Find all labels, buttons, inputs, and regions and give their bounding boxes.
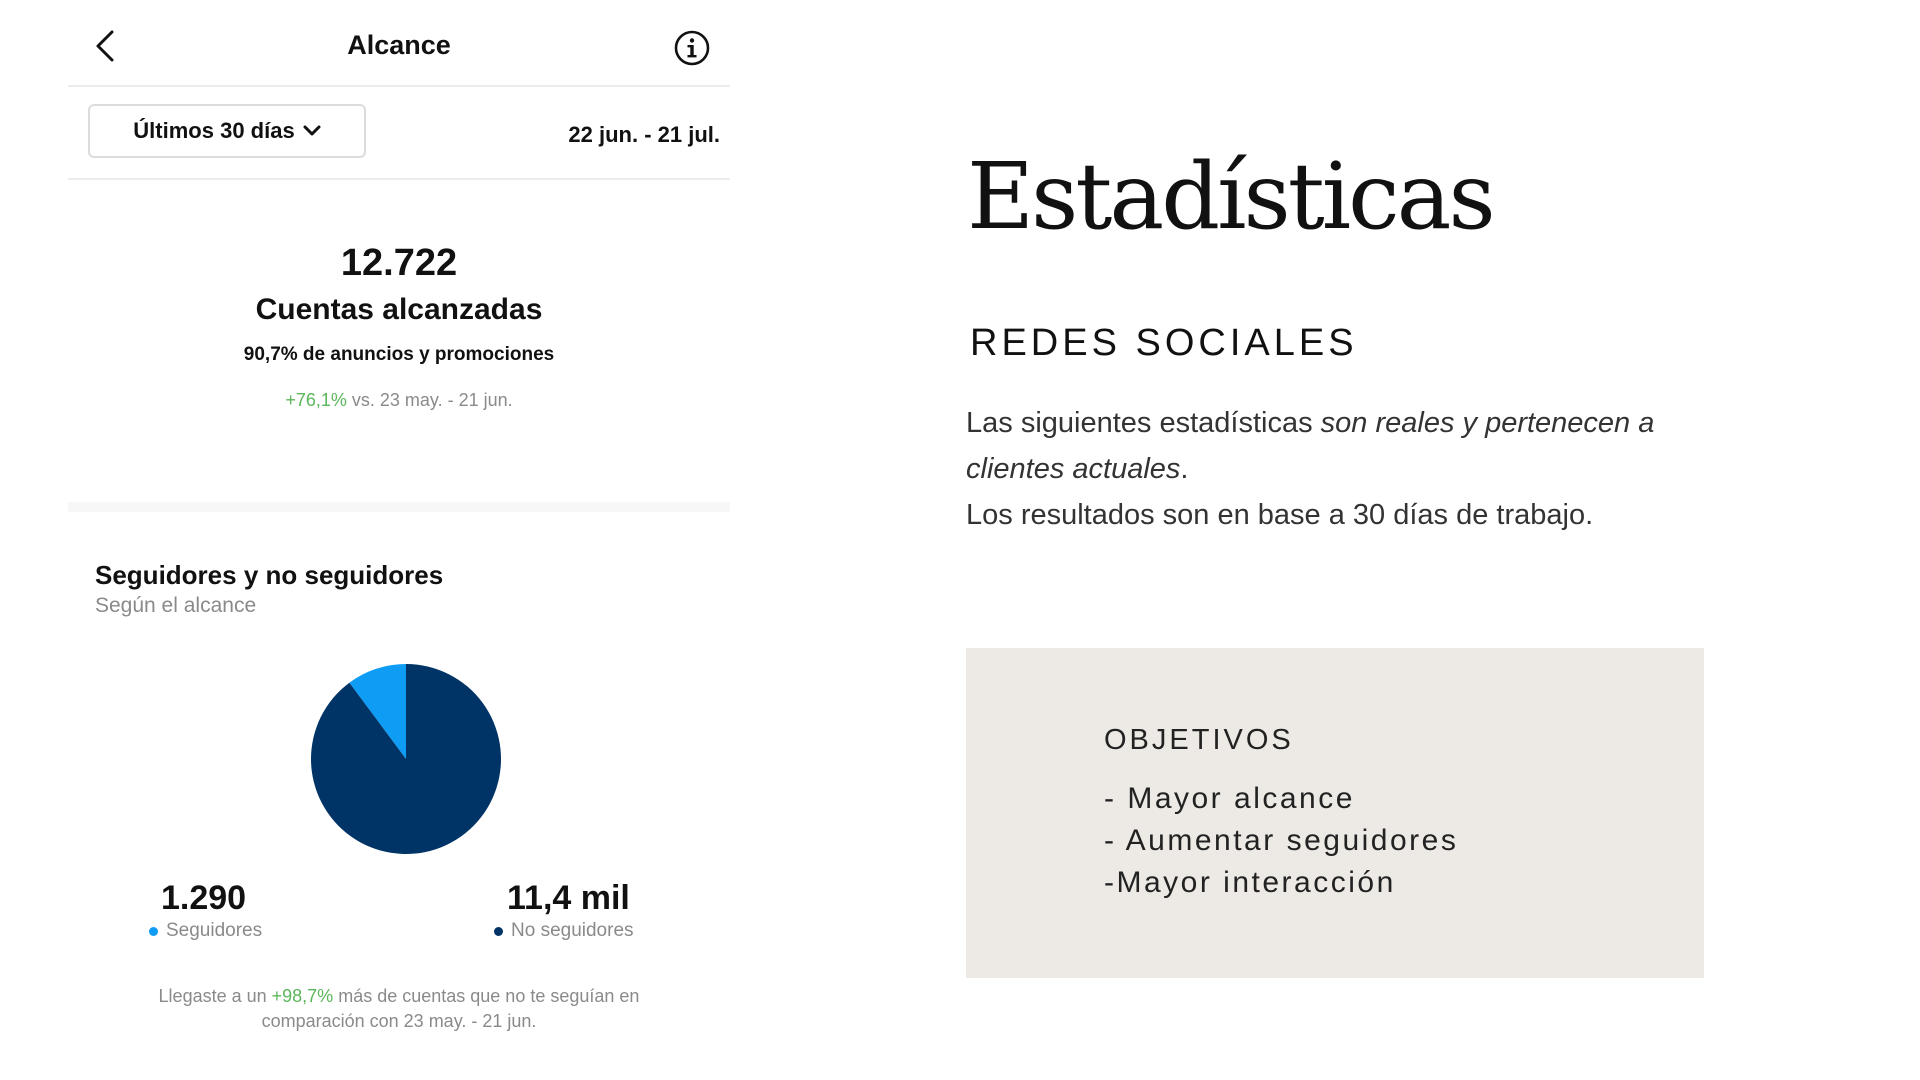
nonfollowers-legend xyxy=(494,918,634,944)
followers-stat xyxy=(161,878,262,944)
nonfollowers-growth-footnote xyxy=(108,984,690,1034)
info-icon[interactable] xyxy=(672,28,712,68)
reach-summary xyxy=(68,240,730,412)
accounts-reached-value: 12.722 xyxy=(340,242,458,284)
intro-second-line: Los resultados son en base a 30 días de trabajo. xyxy=(966,499,1594,531)
instagram-insights-screenshot xyxy=(68,0,730,1080)
date-range-text: 22 jun. - 21 jul. xyxy=(568,122,720,147)
footnote-suffix: más de cuentas que no te seguían en comparación con 23 may. - 21 jun. xyxy=(261,986,640,1031)
nonfollowers-stat xyxy=(507,878,634,944)
pie-slice-nonfollowers xyxy=(311,664,501,854)
pie-chart-svg xyxy=(311,664,501,854)
reach-change-pct: +76,1% xyxy=(285,390,347,410)
objectives-panel xyxy=(966,648,1704,978)
date-range-dropdown[interactable] xyxy=(88,104,366,158)
ads-percentage-text: 90,7% de anuncios y promociones xyxy=(243,344,555,365)
insights-header xyxy=(68,0,730,87)
section-divider xyxy=(68,502,730,512)
slide-headline: Estadísticas xyxy=(967,143,1493,250)
objective-item: - Aumentar seguidores xyxy=(1104,824,1459,857)
followers-section-title: Seguidores y no seguidores xyxy=(95,560,444,590)
slide-intro-text xyxy=(966,400,1746,538)
reach-comparison-period: vs. 23 may. - 21 jun. xyxy=(346,390,513,410)
nonfollowers-legend-label: No seguidores xyxy=(511,920,634,941)
nonfollowers-value: 11,4 mil xyxy=(507,879,630,917)
date-filter-row xyxy=(68,86,730,180)
footnote-prefix: Llegaste a un xyxy=(158,986,272,1006)
followers-pie-chart xyxy=(311,664,501,854)
page-title: Alcance xyxy=(347,30,451,60)
reach-comparison xyxy=(68,388,730,412)
intro-plain-text: Las siguientes estadísticas xyxy=(966,407,1321,439)
intro-period: . xyxy=(1180,453,1189,485)
followers-value: 1.290 xyxy=(161,879,247,917)
followers-legend-dot xyxy=(149,927,158,936)
objective-item: -Mayor interacción xyxy=(1104,866,1396,899)
objective-item: - Mayor alcance xyxy=(1104,782,1355,815)
followers-legend-label: Seguidores xyxy=(166,920,263,941)
objectives-list xyxy=(1104,778,1458,904)
followers-legend xyxy=(149,918,262,944)
intro-italic-text: son reales y pertenecen a clientes actuales xyxy=(966,407,1655,485)
accounts-reached-label: Cuentas alcanzadas xyxy=(255,293,543,326)
footnote-pct: +98,7% xyxy=(271,986,334,1006)
followers-section-subtitle: Según el alcance xyxy=(95,594,257,617)
slide-subheading: REDES SOCIALES xyxy=(970,322,1358,364)
date-range-dropdown-label: Últimos 30 días xyxy=(133,118,295,143)
objectives-title: OBJETIVOS xyxy=(1104,724,1294,756)
nonfollowers-legend-dot xyxy=(494,927,503,936)
chevron-down-icon xyxy=(303,125,321,137)
